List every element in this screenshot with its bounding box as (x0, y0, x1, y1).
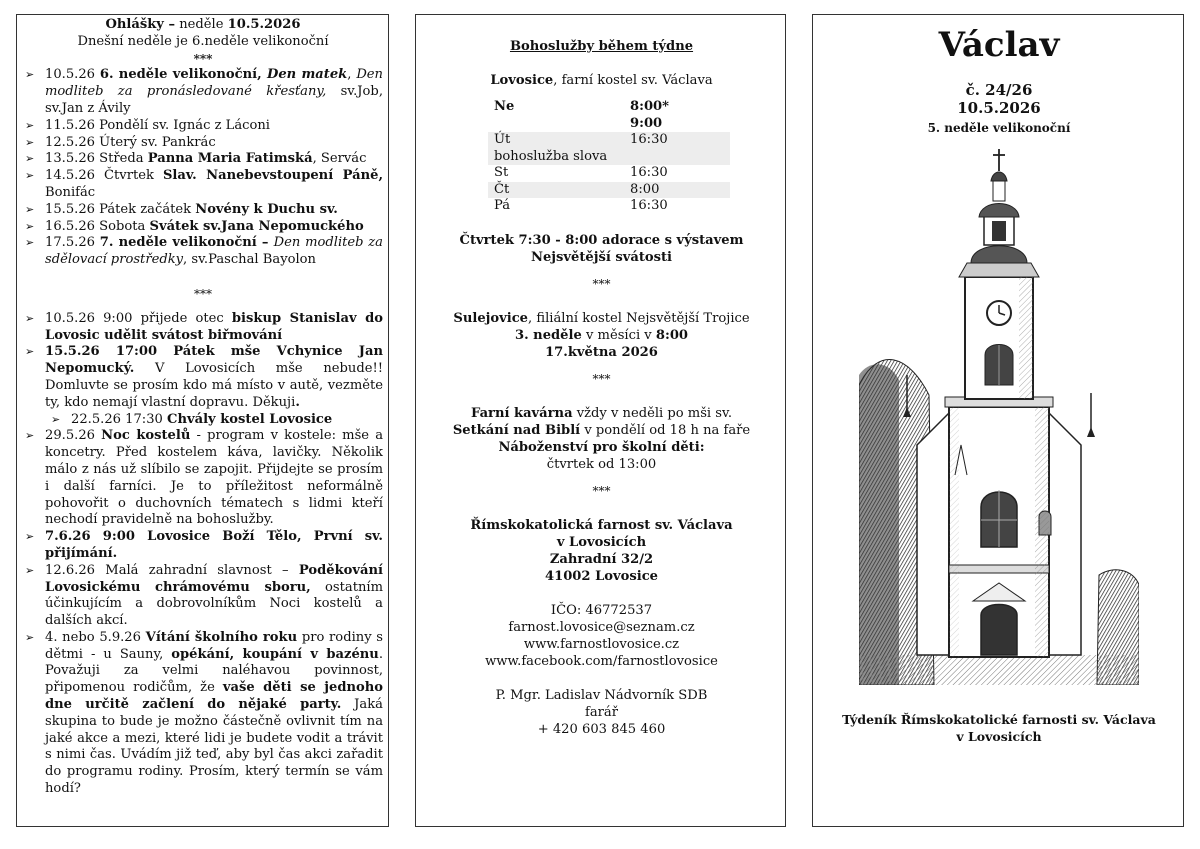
week-item: ➢ 13.5.26 Středa Panna Maria Fatimská, Servác (25, 151, 367, 167)
separator-stars: *** (193, 51, 213, 66)
church-drawing (859, 145, 1139, 685)
priest-role: farář (585, 704, 618, 720)
issue-info: č. 24/26 10.5.2026 (957, 81, 1041, 117)
schedule-row: Ne 8:00* (494, 99, 670, 114)
week-item: ➢ 10.5.26 6. neděle velikonoční, Den matek, Den modliteb za pronásledované křesťany, sv.Job, sv.Jan z Ávily (25, 67, 383, 116)
arrow-bullet-icon: ➢ (25, 135, 35, 149)
arrow-bullet-icon: ➢ (25, 68, 35, 82)
week-item: ➢ 14.5.26 Čtvrtek Slav. Nanebevstoupení Páně, Bonifác (25, 168, 383, 200)
cover-panel (812, 14, 1184, 827)
news-item: ➢ 15.5.26 17:00 Pátek mše Vchynice Jan Nepomucký. V Lovosicích mše nebude!! Domluvte se prosím kdo má místo v autě, vezměte ty, kdo nemají vlastní dopravu. Děkuji. (25, 344, 383, 410)
separator-stars: *** (592, 371, 611, 386)
sulejovice-church: Sulejovice, filiální kostel Nejsvětější Trojice (453, 310, 750, 326)
bible-text: Setkání nad Biblí v pondělí od 18 h na faře (452, 422, 751, 438)
newsletter-title: Václav (938, 25, 1060, 65)
schedule-table (488, 99, 730, 215)
arrow-bullet-icon: ➢ (51, 412, 61, 426)
lovosice-church: Lovosice, farní kostel sv. Václava (490, 73, 713, 88)
separator-stars: *** (592, 483, 611, 498)
separator-stars: *** (592, 276, 611, 291)
arrow-bullet-icon: ➢ (25, 236, 35, 250)
announcements-subtitle: Dnešní neděle je 6.neděle velikonoční (77, 33, 329, 49)
arrow-bullet-icon: ➢ (25, 563, 35, 577)
school-text: Náboženství pro školní děti: (498, 439, 705, 455)
newsletter-footer: Týdeník Římskokatolické farnosti sv. Václava v Lovosicích (842, 712, 1156, 744)
priest-name: P. Mgr. Ladislav Nádvorník SDB (495, 687, 708, 703)
news-item: ➢ 29.5.26 Noc kostelů - program v kostele: mše a koncetry. Před kostelem káva, lavičky. Několik málo z nás už slíbilo se zapojit. Přijdejte se prosím i další farníci. Je to příležitost neformálně pohovořit o duchovních tématech s lidmi kteří nechodí pravidelně na bohoslužby. (25, 428, 383, 528)
arrow-bullet-icon: ➢ (25, 219, 35, 233)
news-item: ➢ 22.5.26 17:30 Chvály kostel Lovosice (51, 411, 333, 427)
arrow-bullet-icon: ➢ (25, 202, 35, 216)
week-item: ➢ 16.5.26 Sobota Svátek sv.Jana Nepomuckého (25, 218, 364, 234)
announcements-panel (16, 14, 389, 827)
arrow-bullet-icon: ➢ (25, 152, 35, 166)
separator-stars: *** (194, 286, 212, 301)
arrow-bullet-icon: ➢ (25, 530, 35, 544)
cafe-text: Farní kavárna vždy v neděli po mši sv. (470, 405, 733, 421)
email-link[interactable]: farnost.lovosice@seznam.cz (508, 619, 695, 635)
parish-town: v Lovosicích (556, 534, 647, 550)
arrow-bullet-icon: ➢ (25, 345, 35, 359)
web-link[interactable]: www.farnostlovosice.cz (523, 636, 680, 652)
sulejovice-date: 17.května 2026 (545, 344, 658, 360)
news-item: ➢ 4. nebo 5.9.26 Vítání školního roku pro rodiny s dětmi - u Sauny, opékání, koupání v bazénu. Považuji za velmi naléhavou povinnost, připomenou rodičům, že vaše děti se jednoho dne určitě začlení do nějaké party. Jaká skupina to bude je možno částečně ovlivnit tím na jaké akce a mezi, které lidi je budete vodit a trávit s nimi čas. Uvádím již teď, aby byl čas akci zařadit do programu rodiny. Prosím, který termín se vám hodí? (25, 629, 384, 797)
parish-street: Zahradní 32/2 (549, 551, 654, 567)
services-heading: Bohoslužby během týdne (509, 39, 694, 54)
news-item: ➢ 10.5.26 9:00 přijede otec biskup Stanislav do Lovosic udělit svátost biřmování (25, 310, 383, 343)
schedule-row: Pá 16:30 (494, 198, 668, 213)
arrow-bullet-icon: ➢ (25, 118, 35, 132)
arrow-bullet-icon: ➢ (25, 630, 35, 644)
news-item: ➢ 7.6.26 9:00 Lovosice Boží Tělo, První sv. přijímání. (25, 529, 383, 561)
news-item: ➢ 12.6.26 Malá zahradní slavnost – Poděkování Lovosickému chrámovému sboru, ostatním účinkujícím a dobrovolníkům Noci kostelů a dalších akcí. (25, 562, 383, 629)
adoration-text: Nejsvětější svátosti (530, 249, 672, 265)
ico-text: IČO: 46772537 (550, 602, 653, 618)
school-time: čtvrtek od 13:00 (546, 456, 657, 472)
schedule-row: Út 16:30 (488, 132, 730, 149)
sulejovice-time: 3. neděle v měsíci v 8:00 (514, 327, 689, 343)
schedule-row: St 16:30 (494, 165, 668, 180)
arrow-bullet-icon: ➢ (25, 169, 35, 183)
schedule-row: bohoslužba slova (488, 149, 730, 166)
facebook-link[interactable]: www.facebook.com/farnostlovosice (485, 653, 718, 669)
week-item: ➢ 15.5.26 Pátek začátek Novény k Duchu sv. (25, 201, 338, 217)
arrow-bullet-icon: ➢ (25, 429, 35, 443)
services-panel (415, 14, 786, 827)
week-item: ➢ 12.5.26 Úterý sv. Pankrác (25, 134, 216, 150)
parish-name: Římskokatolická farnost sv. Václava (470, 517, 733, 533)
parish-zip: 41002 Lovosice (544, 568, 659, 584)
schedule-row: Čt 8:00 (488, 182, 730, 199)
week-item: ➢ 17.5.26 7. neděle velikonoční – Den modliteb za sdělovací prostředky, sv.Paschal Bayolon (25, 235, 383, 268)
phone-number: + 420 603 845 460 (537, 721, 666, 737)
arrow-bullet-icon: ➢ (25, 311, 35, 325)
sunday-label: 5. neděle velikonoční (927, 121, 1071, 135)
week-item: ➢ 11.5.26 Pondělí sv. Ignác z Láconi (25, 117, 270, 133)
adoration-text: Čtvrtek 7:30 - 8:00 adorace s výstavem (459, 232, 744, 248)
announcements-heading: Ohlášky – neděle 10.5.2026 (105, 17, 301, 32)
schedule-row: 9:00 (630, 115, 663, 131)
